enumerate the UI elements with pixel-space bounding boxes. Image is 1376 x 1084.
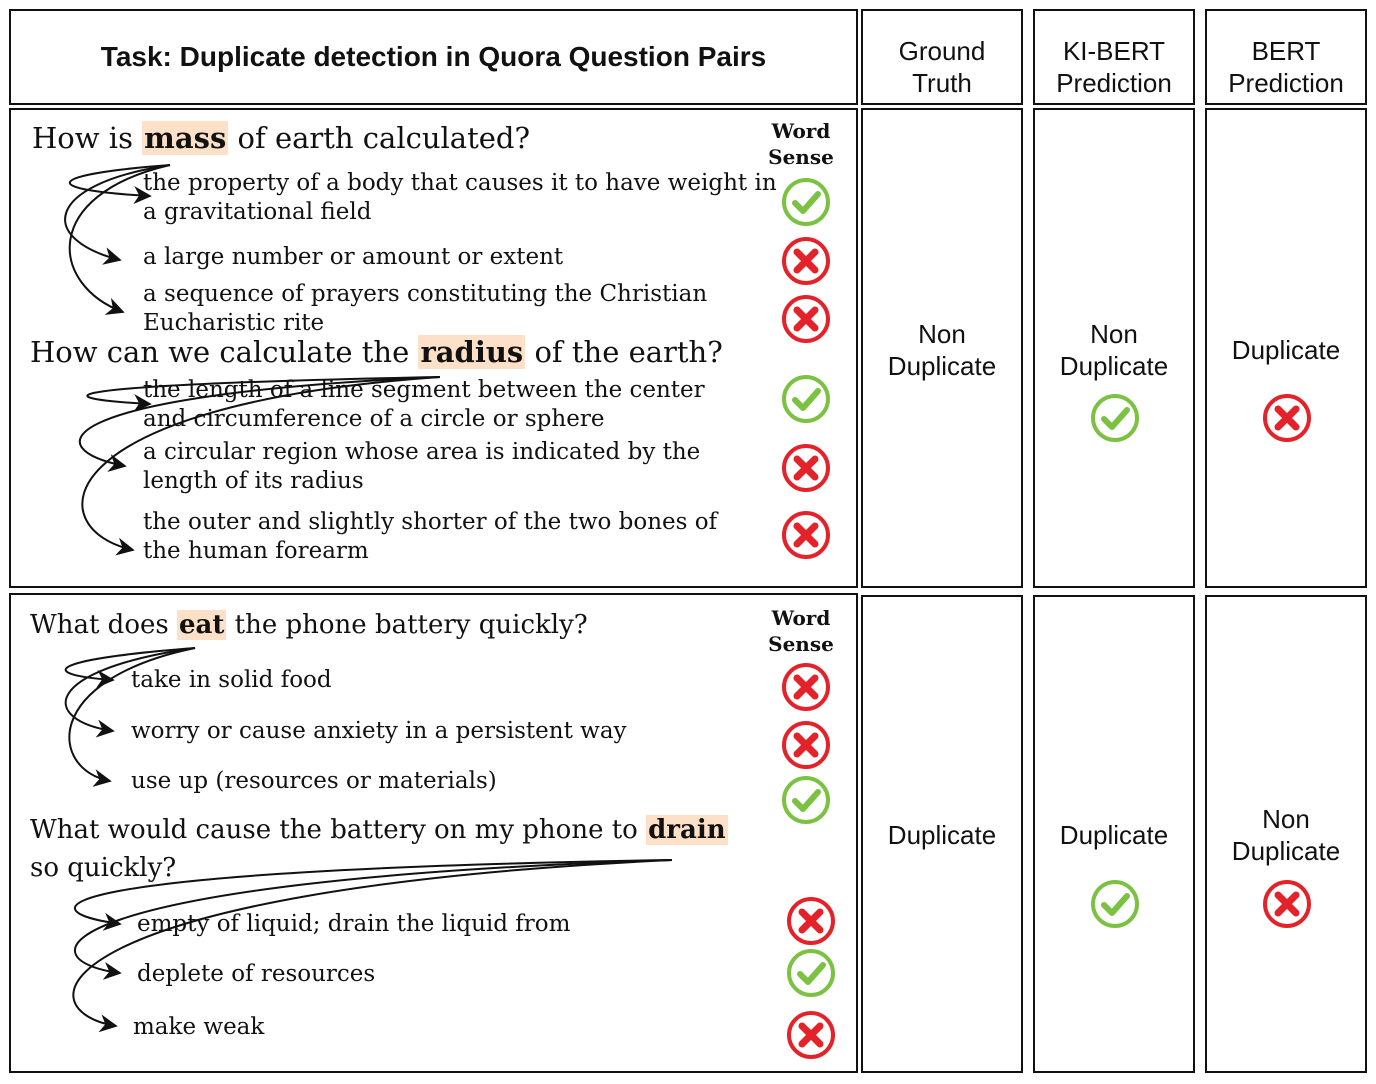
example2-ground-truth-line1: Duplicate: [887, 820, 997, 850]
example1-question2: How can we calculate the radius of the earth?: [30, 335, 723, 369]
example2-q2-sense-3: make weak: [133, 1014, 265, 1040]
arrow-mass-sense2: [65, 165, 170, 260]
example1-bert-line1: Duplicate: [1231, 335, 1341, 365]
example2-q1-sense-1: take in solid food: [131, 667, 332, 693]
arrow-eat-sense3: [69, 648, 195, 781]
example1-kibert-line2: Duplicate: [1059, 351, 1169, 381]
kibert-header-line2: Prediction: [1056, 68, 1172, 98]
example1-kibert-line1: Non: [1090, 319, 1138, 349]
bert-header-line1: BERT: [1251, 36, 1321, 66]
example2-q2-sense-2: deplete of resources: [137, 961, 376, 987]
example1-question1: How is mass of earth calculated?: [32, 121, 531, 155]
example1-q2-sense-2: a circular region whose area is indicated by the length of its radius: [143, 439, 701, 494]
arrow-drain-sense2: [75, 860, 672, 973]
example1-q1-sense-3: a sequence of prayers constituting the Christian Eucharistic rite: [143, 281, 708, 336]
example2-bert-line2: Duplicate: [1231, 836, 1341, 866]
example2-q2-target-word: drain: [648, 815, 726, 845]
task-title: Task: Duplicate detection in Quora Question Pairs: [100, 41, 767, 72]
example2-word-sense-label: Word Sense: [768, 606, 834, 656]
arrow-drain-sense1: [75, 860, 672, 924]
kibert-header-line1: KI-BERT: [1062, 36, 1166, 66]
example1-q1-sense-2: a large number or amount or extent: [143, 244, 564, 270]
example2-bert-line1: Non: [1262, 804, 1310, 834]
arrow-mass-sense3: [70, 165, 170, 312]
example1-q2-sense-1: the length of a line segment between the center and circumference of a circle or sphere: [143, 377, 705, 432]
example2-q1-target-word: eat: [178, 610, 225, 640]
example1-ground-truth-line2: Duplicate: [887, 351, 997, 381]
example1-word-sense-label: Word Sense: [768, 119, 834, 169]
example2-kibert-line1: Duplicate: [1059, 820, 1169, 850]
ground-truth-header-line2: Truth: [912, 68, 972, 98]
example1-q2-sense-3: the outer and slightly shorter of the two bones of the human forearm: [143, 509, 718, 564]
example2-question2-line2: so quickly?: [30, 853, 177, 883]
example1-q1-sense-1: the property of a body that causes it to have weight in a gravitational field: [143, 170, 777, 225]
bert-header-line2: Prediction: [1228, 68, 1344, 98]
example1-q2-target-word: radius: [420, 335, 524, 369]
ground-truth-header-line1: Ground: [898, 36, 986, 66]
example2-q1-sense-3: use up (resources or materials): [131, 768, 497, 794]
example2-q1-sense-2: worry or cause anxiety in a persistent way: [131, 718, 627, 744]
example2-question1: What does eat the phone battery quickly?: [30, 610, 588, 640]
example1-ground-truth-line1: Non: [918, 319, 966, 349]
example2-question2: What would cause the battery on my phone to drain: [30, 815, 726, 845]
arrow-radius-sense2: [80, 377, 440, 466]
example1-q1-target-word: mass: [144, 121, 227, 155]
example2-q2-sense-1: empty of liquid; drain the liquid from: [137, 911, 571, 937]
